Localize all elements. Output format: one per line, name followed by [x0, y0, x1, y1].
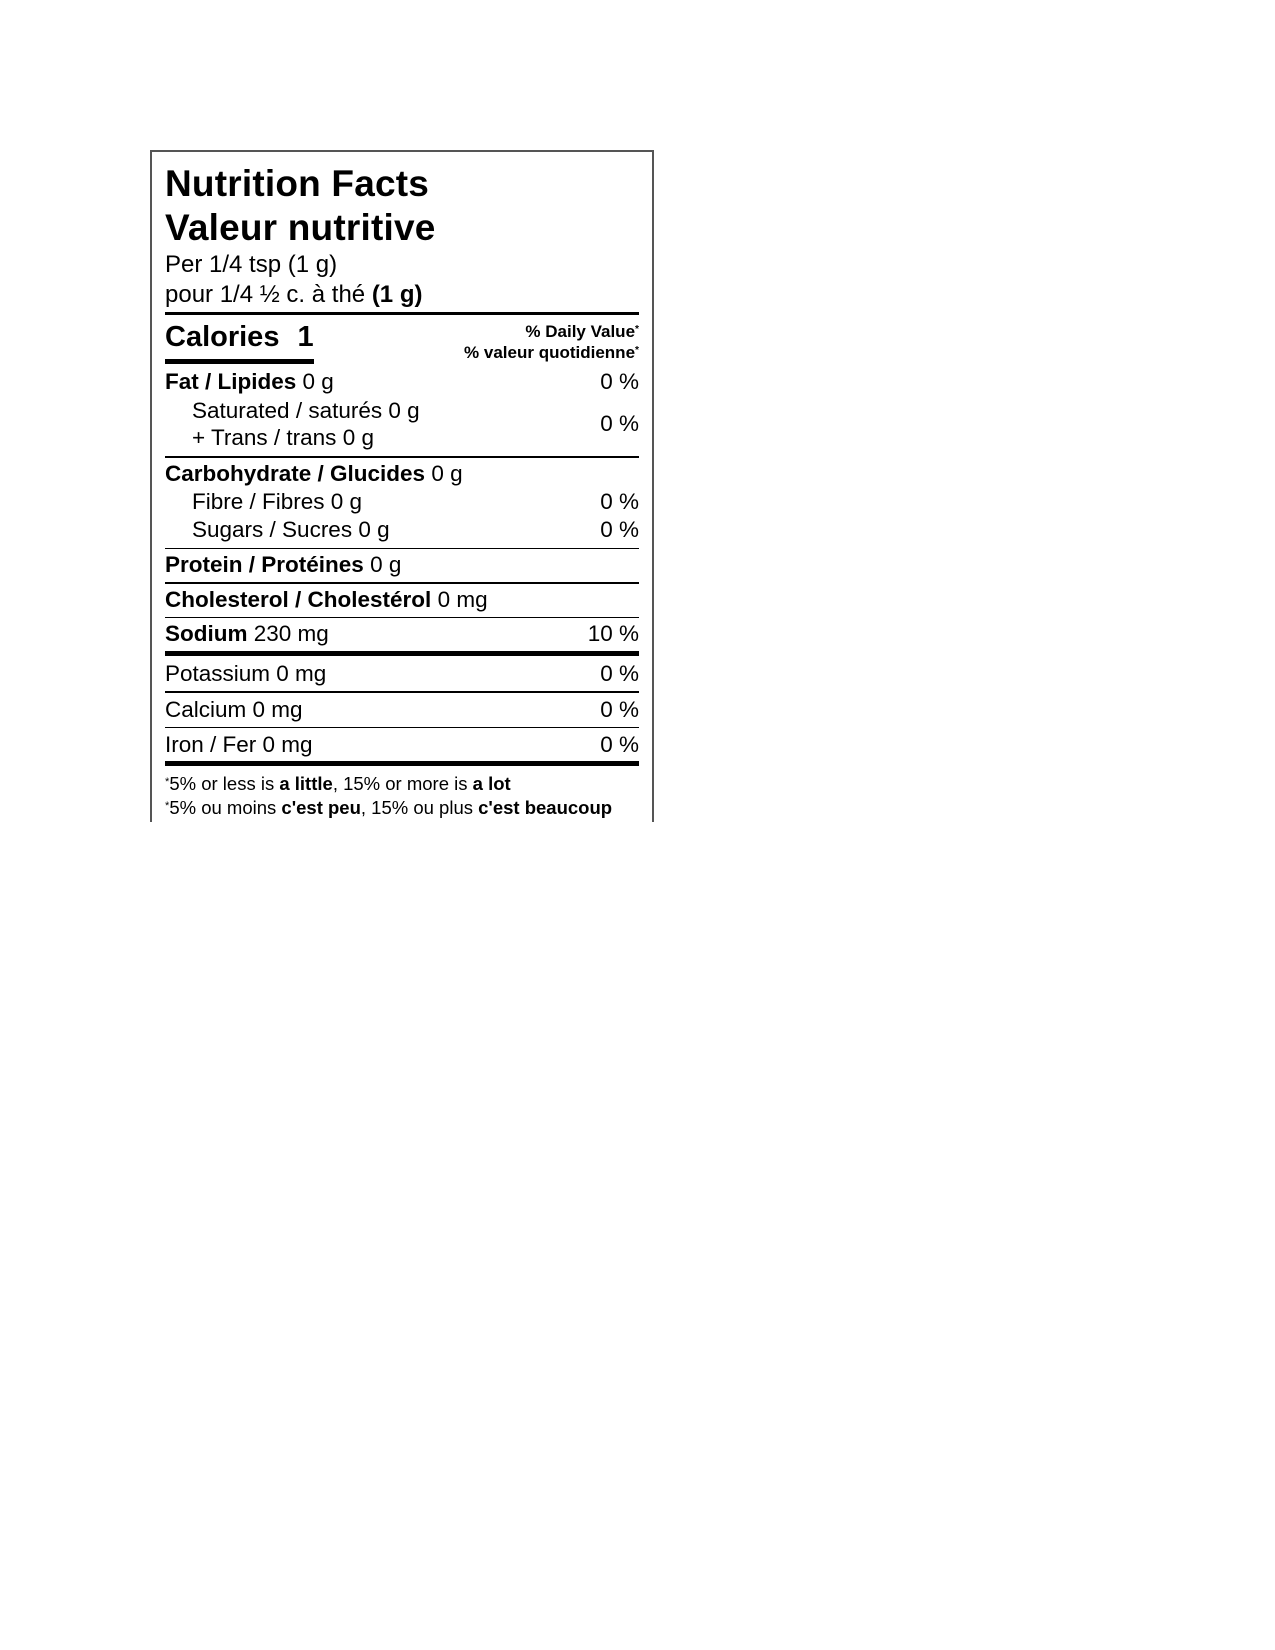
- title-french: Valeur nutritive: [165, 207, 436, 248]
- footnote-english: *5% or less is a little, 15% or more is a lot: [165, 773, 511, 794]
- divider: [165, 727, 639, 729]
- fat-amount: 0 g: [296, 369, 334, 394]
- calcium-daily-value: 0 %: [600, 696, 639, 722]
- fibre-daily-value: 0 %: [600, 488, 639, 514]
- daily-value-english: % Daily Value*: [525, 322, 639, 341]
- protein-label: Protein / Protéines: [165, 552, 364, 577]
- title-english: Nutrition Facts: [165, 163, 430, 204]
- carbohydrate-amount: 0 g: [425, 460, 463, 486]
- serving-fr-amount: (1 g): [371, 281, 423, 308]
- daily-value-french: % valeur quotidienne*: [464, 343, 639, 362]
- daily-value-header: [464, 321, 639, 363]
- sugars-daily-value: 0 %: [600, 516, 639, 542]
- calories-value: 1: [297, 321, 314, 353]
- sodium-daily-value: 10 %: [587, 621, 639, 646]
- nutrient-row-fibre: [165, 488, 639, 516]
- iron-label: Iron / Fer 0 mg: [165, 732, 313, 757]
- nutrient-row-iron: [165, 731, 639, 759]
- nutrient-row-fat: [165, 368, 639, 396]
- calories-row: [165, 315, 639, 365]
- saturated-trans-block: [165, 396, 639, 451]
- serving-size-english: Per 1/4 tsp (1 g): [165, 251, 338, 278]
- potassium-daily-value: 0 %: [600, 661, 639, 686]
- nutrient-row-carbohydrate: [165, 460, 639, 488]
- divider: [165, 617, 639, 619]
- nutrient-row-potassium: [165, 660, 639, 688]
- fat-label: Fat / Lipides: [165, 369, 297, 394]
- nutrient-row-sugars: [165, 516, 639, 544]
- divider-thick: [165, 761, 639, 766]
- protein-amount: 0 g: [363, 552, 402, 577]
- cholesterol-label: Cholesterol / Cholestérol: [165, 586, 432, 612]
- nutrition-facts-label: [150, 150, 654, 822]
- fat-daily-value: 0 %: [600, 369, 639, 394]
- iron-daily-value: 0 %: [600, 732, 639, 757]
- footnote-french: *5% ou moins c'est peu, 15% ou plus c'est beaucoup: [165, 797, 613, 818]
- sugars-label: Sugars / Sucres 0 g: [192, 516, 390, 542]
- serving-fr-prefix: pour 1/4 ½ c. à thé: [165, 281, 372, 308]
- nutrient-row-saturated: Saturated / saturés 0 g: [192, 398, 420, 423]
- fibre-label: Fibre / Fibres 0 g: [192, 488, 363, 514]
- cholesterol-amount: 0 mg: [431, 586, 488, 612]
- serving-size-french: [165, 280, 639, 310]
- nutrient-row-trans: + Trans / trans 0 g: [192, 425, 374, 450]
- calories: [165, 319, 314, 364]
- sodium-label: Sodium: [165, 621, 248, 646]
- potassium-label: Potassium 0 mg: [165, 661, 327, 686]
- sodium-amount: 230 mg: [247, 621, 329, 646]
- divider-thick: [165, 651, 639, 656]
- saturated-trans-daily-value: 0 %: [600, 411, 639, 436]
- label-content: [165, 152, 639, 820]
- nutrient-row-calcium: [165, 696, 639, 724]
- nutrient-row-protein: [165, 551, 639, 579]
- calories-label: Calories: [165, 321, 280, 353]
- nutrient-row-sodium: [165, 620, 639, 648]
- calcium-label: Calcium 0 mg: [165, 696, 303, 722]
- nutrient-row-cholesterol: [165, 586, 639, 614]
- divider: [165, 548, 639, 550]
- carbohydrate-label: Carbohydrate / Glucides: [165, 460, 426, 486]
- divider: [165, 456, 639, 458]
- divider: [165, 691, 639, 693]
- divider: [165, 582, 639, 584]
